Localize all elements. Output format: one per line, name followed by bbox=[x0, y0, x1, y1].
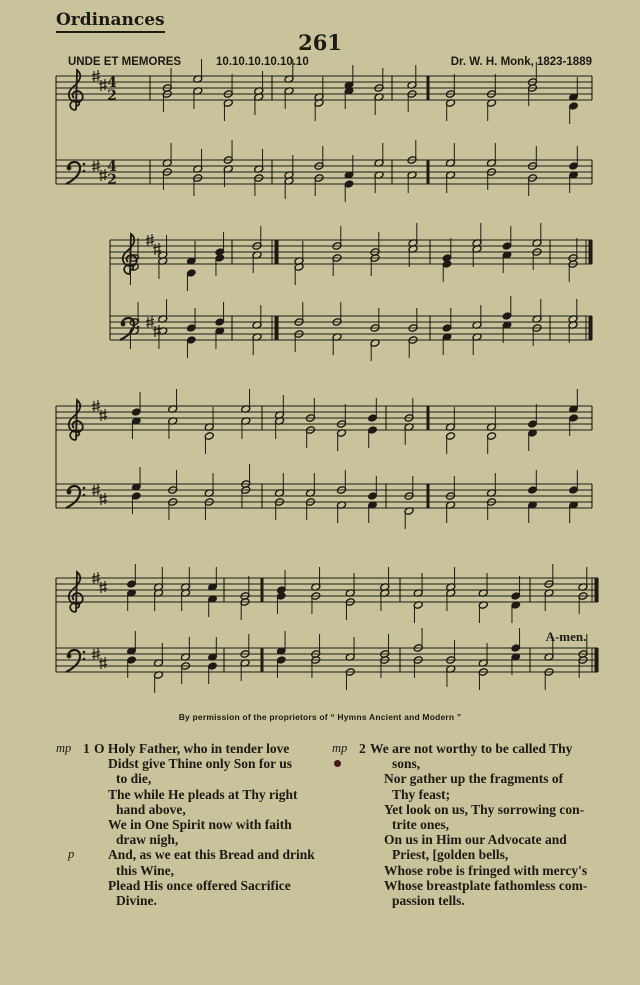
verse-line bbox=[56, 787, 326, 802]
verse-text: We are not worthy to be called Thy bbox=[370, 741, 573, 756]
time-signature-top: 4 bbox=[107, 75, 117, 91]
double-bar-line bbox=[427, 76, 430, 100]
verse-text: Nor gather up the fragments of bbox=[384, 771, 564, 787]
dynamic-mark: mp bbox=[332, 741, 348, 755]
sharp-sign-icon bbox=[99, 657, 107, 669]
verse-line bbox=[332, 756, 598, 771]
verse-text: draw nigh, bbox=[116, 832, 179, 848]
verse-line bbox=[56, 832, 326, 847]
amen-label: A-men. bbox=[545, 629, 587, 644]
verse-line bbox=[332, 893, 598, 908]
verse-text: We in One Spirit now with faith bbox=[108, 817, 292, 833]
verse-text: sons, bbox=[392, 756, 421, 772]
verse-text: hand above, bbox=[116, 801, 186, 817]
verse-line bbox=[332, 817, 598, 832]
sharp-sign-icon bbox=[99, 409, 107, 421]
verse-1 bbox=[56, 741, 326, 908]
dynamic-mark: p bbox=[68, 847, 75, 862]
verse-number: 1 bbox=[83, 741, 90, 756]
verse-text: The while He pleads at Thy right bbox=[108, 786, 298, 802]
bass-clef-icon bbox=[83, 487, 86, 490]
time-signature-top: 4 bbox=[107, 159, 117, 175]
sharp-sign-icon bbox=[99, 169, 107, 181]
verse-text: Whose robe is fringed with mercy's bbox=[384, 862, 588, 878]
verse-number: 2 bbox=[359, 741, 366, 756]
verse-text: And, as we eat this Bread and drink bbox=[108, 847, 315, 863]
bass-clef-icon bbox=[66, 486, 80, 508]
double-bar-line bbox=[275, 240, 278, 264]
double-bar-line bbox=[261, 578, 264, 602]
double-bar-line bbox=[427, 160, 430, 184]
verse-text: On us in Him our Advocate and bbox=[384, 832, 567, 848]
dynamic-mark: mp bbox=[56, 741, 72, 755]
verse-text: to die, bbox=[116, 771, 152, 787]
verse-line bbox=[332, 863, 598, 878]
verse-text: Divine. bbox=[116, 893, 157, 909]
verse-text: Yet look on us, Thy sorrowing con- bbox=[384, 801, 585, 817]
bass-clef-icon bbox=[66, 162, 80, 184]
verse-line bbox=[332, 741, 598, 756]
verse-line bbox=[56, 756, 326, 771]
bass-clef-icon bbox=[83, 163, 86, 166]
verse-text: this Wine, bbox=[116, 862, 175, 878]
verse-line bbox=[332, 802, 598, 817]
time-signature-bottom: 2 bbox=[107, 88, 117, 104]
verse-text: Thy feast; bbox=[392, 786, 451, 802]
verse-line bbox=[56, 847, 326, 862]
verse-text: Priest, [golden bells, bbox=[392, 847, 509, 863]
double-bar-line bbox=[261, 648, 264, 672]
double-bar-line bbox=[427, 484, 430, 508]
double-bar-line bbox=[589, 316, 592, 340]
double-bar-line bbox=[589, 240, 592, 264]
double-bar-line bbox=[275, 316, 278, 340]
tune-name: UNDE ET MEMORES bbox=[68, 56, 182, 68]
bass-clef-icon bbox=[67, 166, 72, 171]
verse-line bbox=[56, 863, 326, 878]
verse-line bbox=[332, 847, 598, 862]
verse-2 bbox=[332, 741, 598, 908]
permission-note: By permission of the proprietors of “ Hymns Ancient and Modern ” bbox=[178, 712, 462, 722]
verse-line bbox=[56, 878, 326, 893]
sharp-sign-icon bbox=[153, 325, 161, 337]
verse-line bbox=[56, 817, 326, 832]
bass-clef-icon bbox=[83, 170, 86, 173]
verse-text: Plead His once offered Sacrifice bbox=[108, 877, 291, 893]
tune-meter: 10.10.10.10.10.10 bbox=[216, 56, 309, 68]
double-bar-line bbox=[427, 406, 430, 430]
section-title: Ordinances bbox=[56, 10, 165, 33]
verse-text: trite ones, bbox=[392, 817, 449, 833]
verse-line bbox=[56, 893, 326, 908]
bass-clef-icon bbox=[83, 494, 86, 497]
verse-text: O Holy Father, who in tender love bbox=[94, 741, 290, 756]
verse-line bbox=[56, 802, 326, 817]
double-bar-line bbox=[595, 648, 598, 672]
verse-text: Didst give Thine only Son for us bbox=[108, 756, 293, 772]
double-bar-line bbox=[595, 578, 598, 602]
verse-text: Whose breastplate fathomless com- bbox=[384, 877, 588, 893]
bass-clef-icon bbox=[67, 654, 72, 659]
time-signature-bottom: 2 bbox=[107, 172, 117, 188]
sharp-sign-icon bbox=[99, 79, 107, 91]
verse-line bbox=[332, 832, 598, 847]
verse-line bbox=[56, 771, 326, 786]
bass-clef-icon bbox=[67, 490, 72, 495]
verse-line bbox=[332, 787, 598, 802]
composer: Dr. W. H. Monk, 1823-1889 bbox=[450, 56, 592, 68]
bass-clef-icon bbox=[66, 650, 80, 672]
verse-line bbox=[332, 878, 598, 893]
bass-clef-icon bbox=[121, 322, 126, 327]
verse-line bbox=[56, 741, 326, 756]
bass-clef-icon bbox=[83, 658, 86, 661]
bass-clef-icon bbox=[83, 651, 86, 654]
sharp-sign-icon bbox=[99, 493, 107, 505]
verse-text: passion tells. bbox=[392, 893, 465, 909]
sharp-sign-icon bbox=[99, 581, 107, 593]
hymn-number: 261 bbox=[298, 30, 342, 55]
verse-line bbox=[332, 771, 598, 786]
